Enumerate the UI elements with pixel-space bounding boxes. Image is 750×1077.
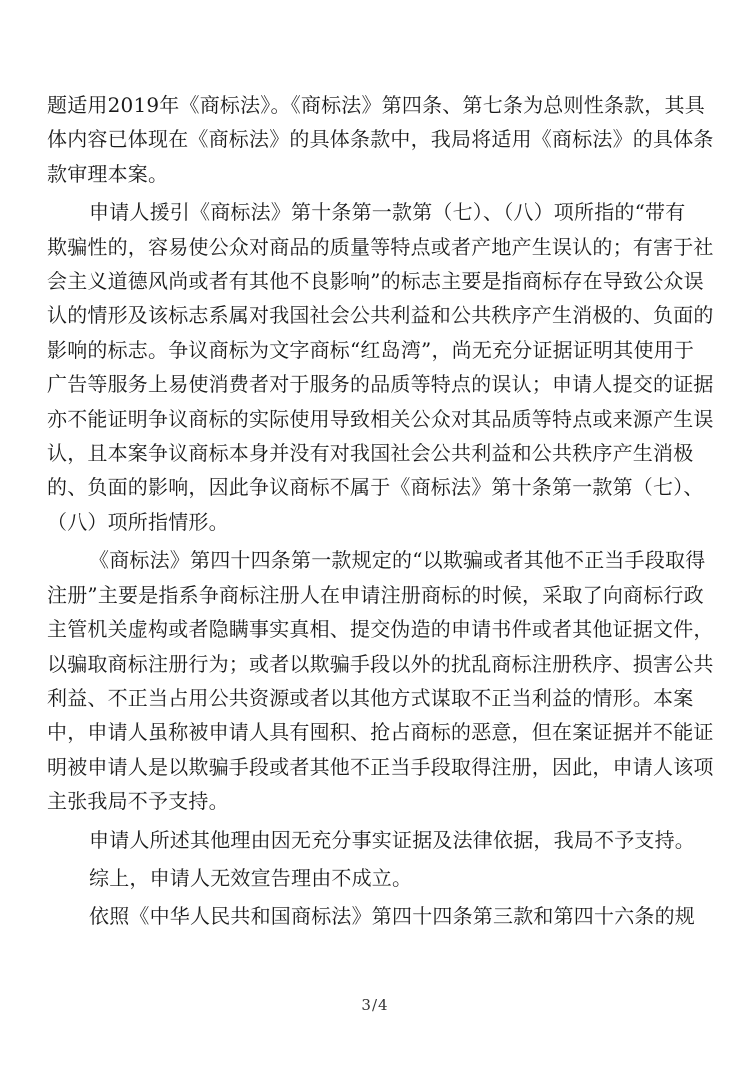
text-line: 申请人所述其他理由因无充分事实证据及法律依据，我局不予支持。	[89, 827, 695, 852]
text-line: 体内容已体现在《商标法》的具体条款中，我局将适用《商标法》的具体条	[47, 127, 714, 152]
text-line: 的、负面的影响，因此争议商标不属于《商标法》第十条第一款第（七）、	[47, 475, 704, 500]
text-line: 认的情形及该标志系属对我国社会公共利益和公共秩序产生消极的、负面的	[47, 303, 714, 328]
paragraph-other-reasons	[47, 823, 695, 857]
text-line: 申请人援引《商标法》第十条第一款第（七）、（八）项所指的“带有	[89, 200, 686, 225]
text-line: 以骗取商标注册行为；或者以欺骗手段以外的扰乱商标注册秩序、损害公共	[47, 651, 714, 676]
text-line: 主张我局不予支持。	[47, 789, 229, 814]
text-line: 《商标法》第四十四条第一款规定的“以欺骗或者其他不正当手段取得	[89, 548, 706, 573]
text-line: 亦不能证明争议商标的实际使用导致相关公众对其品质等特点或来源产生误	[47, 406, 714, 431]
text-line: 明被申请人是以欺骗手段或者其他不正当手段取得注册，因此，申请人该项	[47, 754, 714, 779]
text-line: 会主义道德风尚或者有其他不良影响”的标志主要是指商标存在导致公众误	[47, 269, 704, 294]
text-line: 综上，申请人无效宣告理由不成立。	[89, 865, 413, 890]
text-line: 注册”主要是指系争商标注册人在申请注册商标的时候，采取了向商标行政	[47, 582, 704, 607]
text-line: 利益、不正当占用公共资源或者以其他方式谋取不正当利益的情形。本案	[47, 685, 694, 710]
text-line: 认，且本案争议商标本身并没有对我国社会公共利益和公共秩序产生消极	[47, 441, 694, 466]
text-line: 题适用2019年《商标法》。《商标法》第四条、第七条为总则性条款，其具	[47, 93, 705, 117]
text-line: 款审理本案。	[47, 161, 169, 186]
paragraph-continuation	[47, 88, 714, 191]
text-line: 影响的标志。争议商标为文字商标“红岛湾”，尚无充分证据证明其使用于	[47, 337, 695, 362]
paragraph-article-10	[47, 195, 714, 539]
text-line: 欺骗性的，容易使公众对商品的质量等特点或者产地产生误认的；有害于社	[47, 234, 714, 259]
paragraph-legal-basis	[47, 899, 695, 933]
page-number: 3/4	[361, 996, 389, 1014]
text-line: （八）项所指情形。	[47, 509, 229, 534]
paragraph-conclusion	[47, 861, 667, 895]
text-line: 中，申请人虽称被申请人具有囤积、抢占商标的恶意，但在案证据并不能证	[47, 720, 714, 745]
text-line: 依照《中华人民共和国商标法》第四十四条第三款和第四十六条的规	[89, 904, 695, 929]
document-body	[47, 88, 714, 934]
paragraph-article-44	[47, 543, 714, 818]
text-line: 广告等服务上易使消费者对于服务的品质等特点的误认；申请人提交的证据	[47, 372, 714, 397]
text-line: 主管机关虚构或者隐瞒事实真相、提交伪造的申请书件或者其他证据文件，	[47, 617, 714, 642]
